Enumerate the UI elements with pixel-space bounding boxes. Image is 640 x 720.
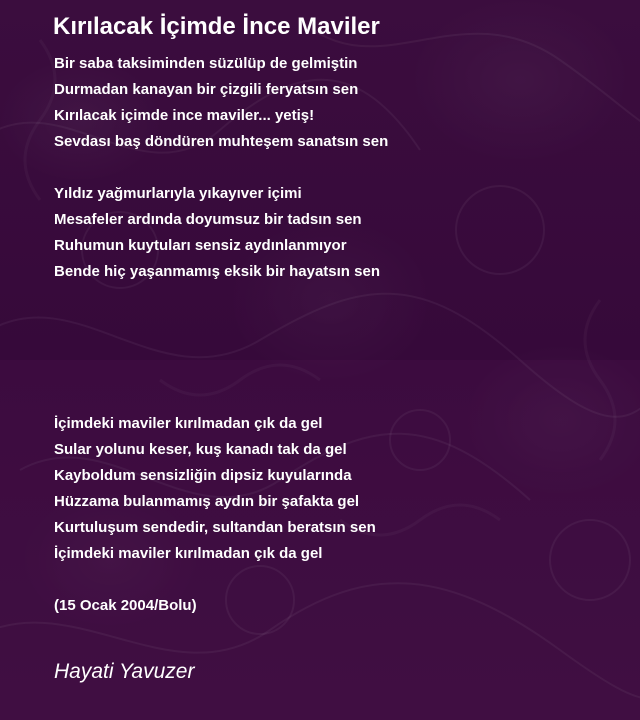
stanza-3: [54, 411, 376, 567]
poem-line: Sular yolunu keser, kuş kanadı tak da gel: [54, 441, 347, 458]
poem-author: Hayati Yavuzer: [54, 660, 195, 683]
poem-line: Sevdası baş döndüren muhteşem sanatsın sen: [54, 133, 389, 150]
poem-line: Mesafeler ardında doyumsuz bir tadsın sen: [54, 211, 362, 228]
poem-line: Yıldız yağmurlarıyla yıkayıver içimi: [54, 185, 302, 202]
poem-line: Kırılacak içimde ince maviler... yetiş!: [54, 107, 315, 124]
poem-line: Bir saba taksiminden süzülüp de gelmiştin: [54, 55, 358, 72]
stanza-2: [54, 181, 380, 285]
poem-line: Kayboldum sensizliğin dipsiz kuyularında: [54, 467, 352, 484]
stanza-1: [54, 51, 388, 155]
poem-line: İçimdeki maviler kırılmadan çık da gel: [54, 415, 323, 432]
poem-title: Kırılacak İçimde İnce Maviler: [53, 13, 380, 40]
poem-line: İçimdeki maviler kırılmadan çık da gel: [54, 545, 323, 562]
poem-date: (15 Ocak 2004/Bolu): [54, 597, 197, 614]
poem-line: Kurtuluşum sendedir, sultandan beratsın sen: [54, 519, 376, 536]
poem-line: Ruhumun kuytuları sensiz aydınlanmıyor: [54, 237, 347, 254]
poem-line: Bende hiç yaşanmamış eksik bir hayatsın sen: [54, 263, 380, 280]
poem-line: Hüzzama bulanmamış aydın bir şafakta gel: [54, 493, 360, 510]
poem-line: Durmadan kanayan bir çizgili feryatsın sen: [54, 81, 359, 98]
